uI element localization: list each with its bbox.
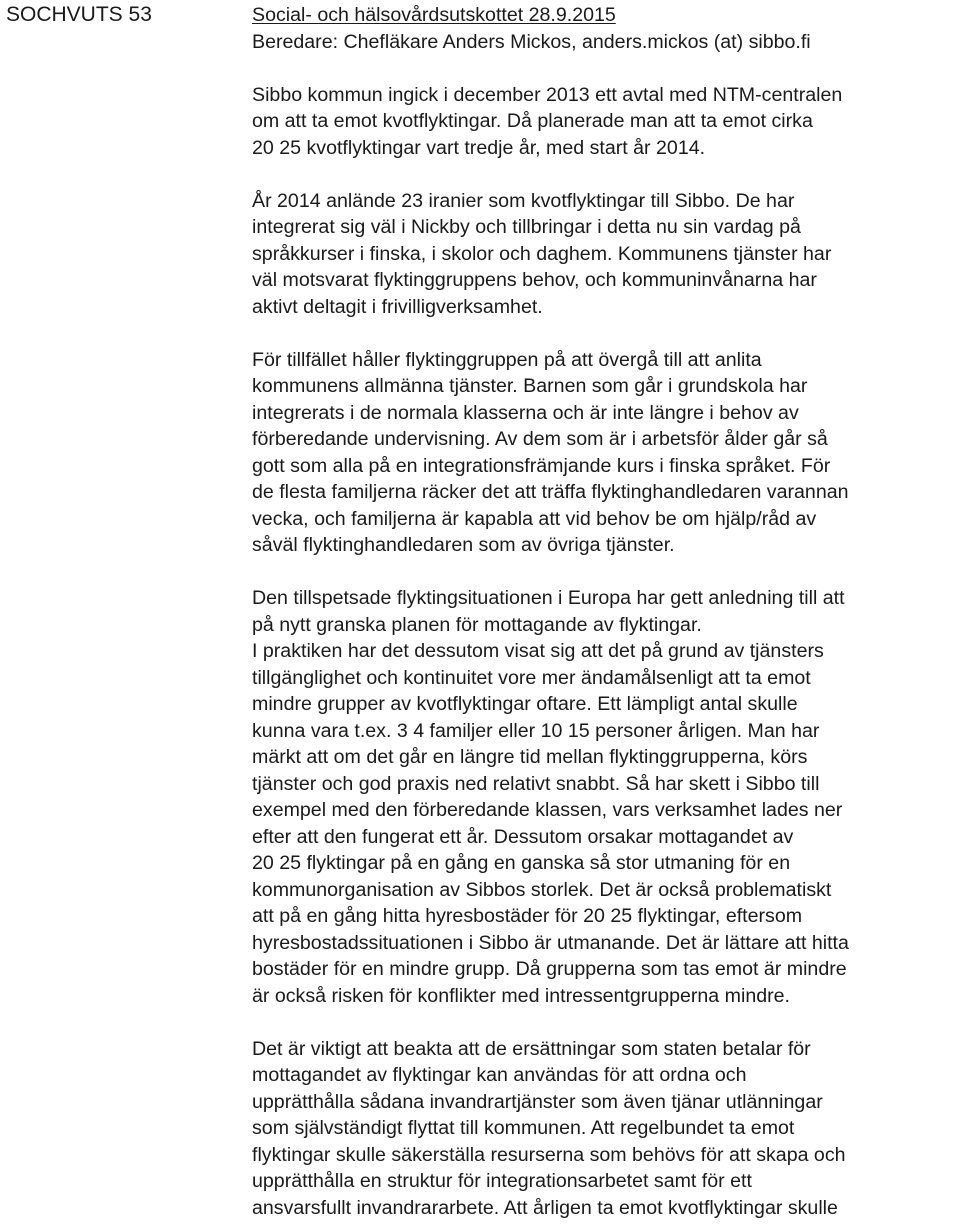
text-line: tjänster och god praxis ned relativt snabbt. Så har skett i Sibbo till [252, 772, 820, 795]
text-line: märkt att om det går en längre tid mellan flyktinggrupperna, körs [252, 746, 808, 768]
paragraph-arrivals-2014 [252, 188, 957, 321]
text-line: kommunens allmänna tjänster. Barnen som går i grundskola har [252, 375, 808, 397]
text-line: För tillfället håller flyktinggruppen på att övergå till att anlita [252, 348, 762, 371]
text-line: om att ta emot kvotflyktingar. Då planerade man att ta emot cirka [252, 110, 813, 132]
text-line: År 2014 anlände 23 iranier som kvotflyktingar till Sibbo. De har [252, 189, 795, 212]
text-line: vecka, och familjerna är kapabla att vid behov be om hjälp/råd av [252, 507, 817, 530]
text-line: förberedande undervisning. Av dem som är i arbetsför ålder går så [252, 428, 828, 450]
text-line: 20 25 kvotflyktingar vart tredje år, med start år 2014. [252, 136, 706, 159]
text-line: exempel med den förberedande klassen, vars verksamhet lades ner [252, 799, 843, 821]
paragraph-agreement [252, 82, 957, 162]
text-line: att på en gång hitta hyresbostäder för 20 25 flyktingar, eftersom [252, 905, 803, 927]
text-line: gott som alla på en integrationsfrämjande kurs i finska språket. För [252, 454, 831, 477]
text-line: aktivt deltagit i frivilligverksamhet. [252, 295, 543, 318]
paragraph-gap [252, 1009, 957, 1036]
text-line: Sibbo kommun ingick i december 2013 ett avtal med NTM-centralen [252, 83, 843, 106]
text-line: väl motsvarat flyktinggruppens behov, och kommuninvånarna har [252, 269, 817, 291]
text-line: språkkurser i finska, i skolor och daghem. Kommunens tjänster har [252, 242, 832, 265]
paragraph-gap [252, 161, 957, 188]
text-line: integrerat sig väl i Nickby och tillbringar i detta nu sin vardag på [252, 216, 801, 238]
paragraph-compensation [252, 1036, 957, 1222]
paragraph-gap [252, 55, 957, 82]
case-number: SOCHVUTS 53 [6, 3, 152, 26]
text-line: de flesta familjerna räcker det att träffa flyktinghandledaren varannan [252, 481, 849, 503]
text-line: bostäder för en mindre grupp. Då grupperna som tas emot är mindre [252, 958, 847, 980]
text-line: efter att den fungerat ett år. Dessutom orsakar mottagandet av [252, 825, 794, 848]
preparer-line: Beredare: Chefläkare Anders Mickos, anders.mickos (at) sibbo.fi [252, 30, 811, 53]
meeting-title: Social- och hälsovårdsutskottet 28.9.2015 [252, 4, 616, 26]
document-body [252, 2, 957, 1221]
text-line: Det är viktigt att beakta att de ersättningar som staten betalar för [252, 1037, 811, 1060]
paragraph-european-situation [252, 585, 957, 1009]
paragraph-transition [252, 347, 957, 559]
paragraph-gap [252, 320, 957, 347]
text-line: 20 25 flyktingar på en gång en ganska så stor utmaning för en [252, 852, 791, 874]
text-line: upprätthålla en struktur för integrationsarbetet samt för ett [252, 1170, 752, 1192]
text-line: integrerats i de normala klasserna och är inte längre i behov av [252, 401, 799, 424]
text-line: flyktingar skulle säkerställa resurserna som behövs för att skapa och [252, 1143, 846, 1166]
text-line: som självständigt flyttat till kommunen. Att regelbundet ta emot [252, 1117, 795, 1139]
text-line: ansvarsfullt invandrararbete. Att årligen ta emot kvotflyktingar skulle [252, 1196, 838, 1219]
text-line: I praktiken har det dessutom visat sig att det på grund av tjänsters [252, 640, 824, 662]
text-line: upprätthålla sådana invandrartjänster som även tjänar utlänningar [252, 1090, 823, 1113]
text-line: på nytt granska planen för mottagande av flyktingar. [252, 613, 702, 636]
text-line: tillgänglighet och kontinuitet vore mer ändamålsenligt att ta emot [252, 666, 811, 689]
text-line: kommunorganisation av Sibbos storlek. Det är också problematiskt [252, 878, 832, 901]
paragraph-gap [252, 559, 957, 586]
text-line: är också risken för konflikter med intressentgrupperna mindre. [252, 984, 790, 1007]
text-line: mottagandet av flyktingar kan användas för att ordna och [252, 1064, 747, 1086]
text-line: Den tillspetsade flyktingsituationen i Europa har gett anledning till att [252, 587, 845, 609]
text-line: hyresbostadssituationen i Sibbo är utmanande. Det är lättare att hitta [252, 931, 849, 954]
text-line: mindre grupper av kvotflyktingar oftare. Ett lämpligt antal skulle [252, 693, 798, 715]
text-line: såväl flyktinghandledaren som av övriga tjänster. [252, 534, 675, 556]
text-line: kunna vara t.ex. 3 4 familjer eller 10 15 personer årligen. Man har [252, 719, 820, 742]
